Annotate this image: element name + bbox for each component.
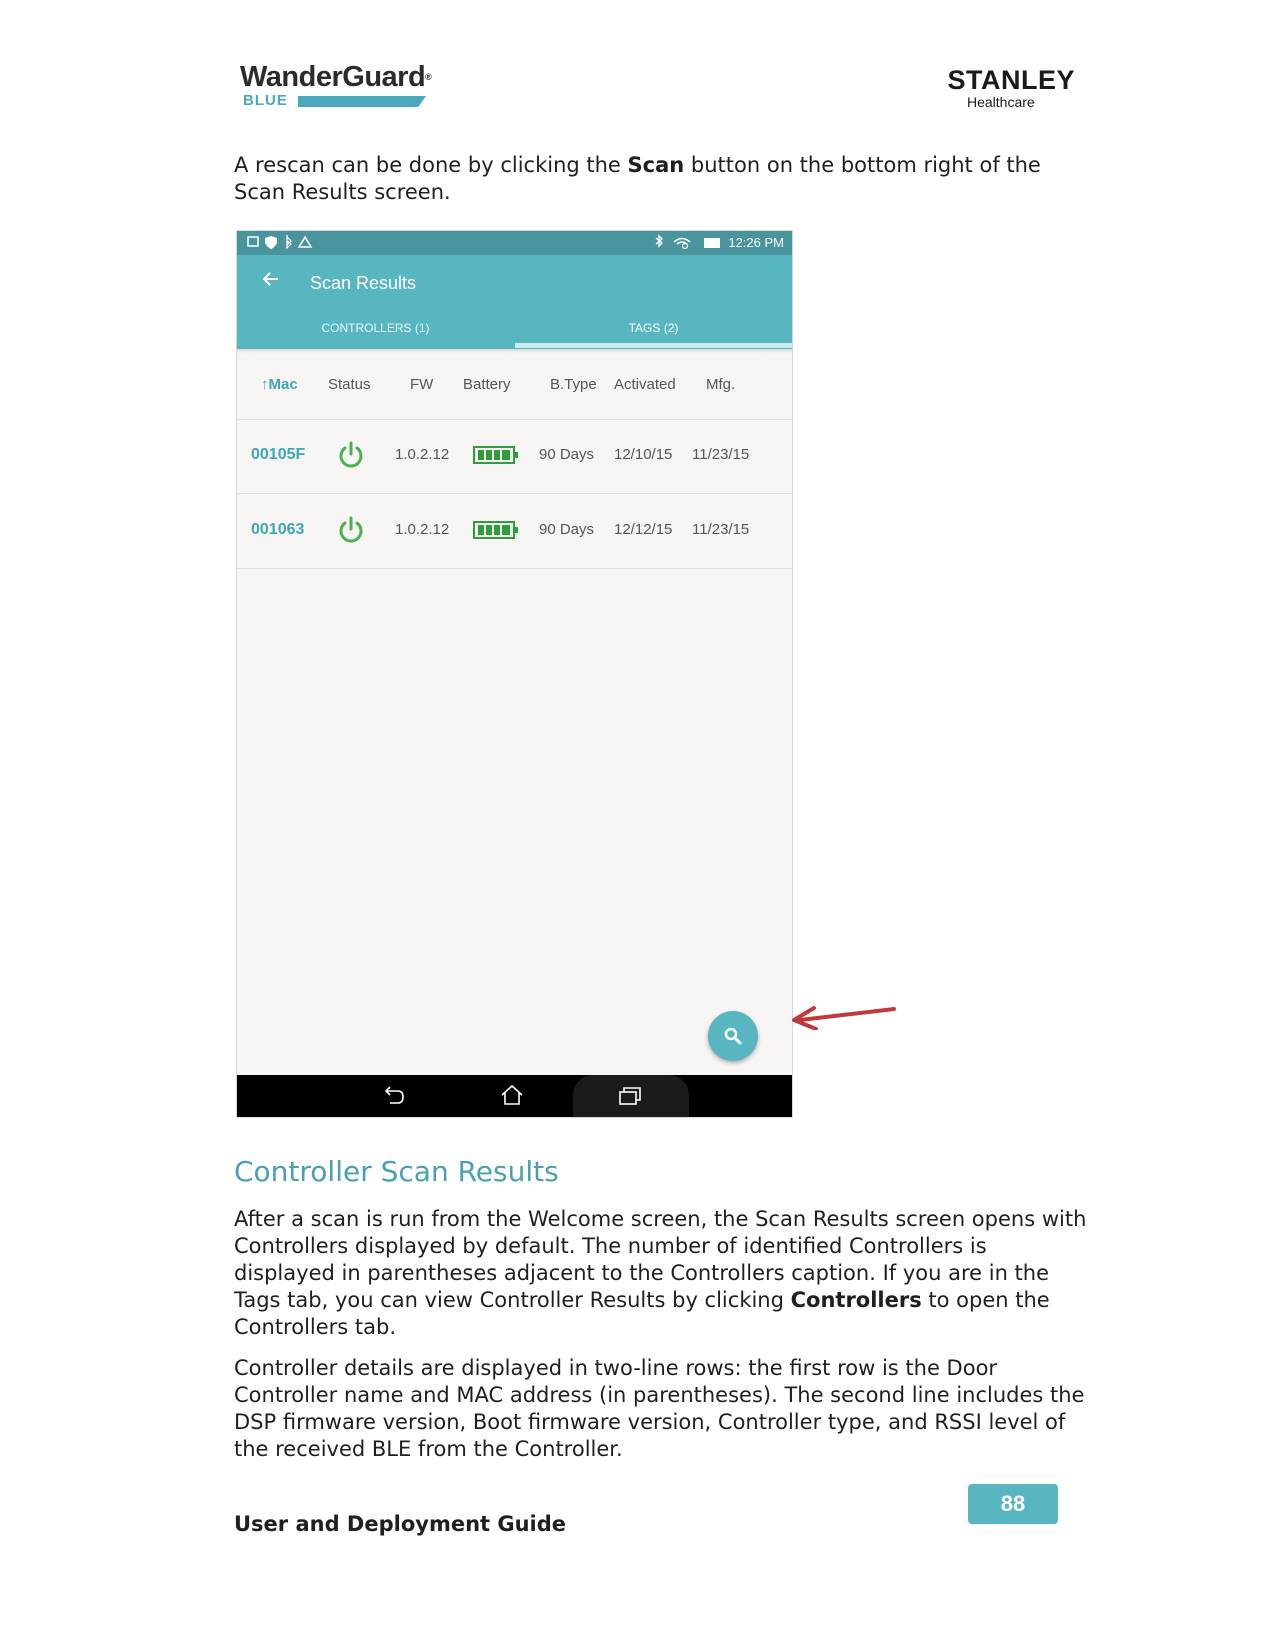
page-number-badge: 88 bbox=[968, 1484, 1058, 1524]
row-btype: 90 Days bbox=[539, 446, 595, 463]
system-icons bbox=[652, 234, 712, 254]
p1-text-1: After a scan is run from the Welcome screen, the Scan Results screen opens with Controllers displayed by default. The number of identified Controllers is displayed in parentheses adjacent to the Controllers caption. If you are in the Tags tab, you can view Controller Results by clicking bbox=[234, 1207, 1087, 1312]
stanley-logo-sub: Healthcare bbox=[967, 94, 1035, 110]
status-left-icons bbox=[247, 234, 317, 250]
section-paragraph-2: Controller details are displayed in two-line rows: the first row is the Door Controller name and MAC address (in parentheses). The second line includes the DSP firmware version, Boot firmware version, Controller type, and RSSI level of the received BLE from the Controller. bbox=[234, 1356, 1085, 1461]
intro-text-2: button on the bottom right of the Scan Results screen. bbox=[234, 153, 1041, 204]
battery-full-icon bbox=[473, 520, 519, 540]
table-row[interactable] bbox=[237, 419, 792, 494]
android-nav-bar bbox=[237, 1075, 792, 1117]
footer-guide-title: User and Deployment Guide bbox=[234, 1512, 567, 1536]
scan-button[interactable] bbox=[708, 1011, 758, 1061]
app-title: Scan Results bbox=[310, 273, 417, 293]
column-header-battery[interactable]: Battery bbox=[463, 376, 511, 393]
search-icon bbox=[708, 1011, 758, 1061]
column-header-btype[interactable]: B.Type bbox=[550, 376, 597, 393]
tab-tags[interactable]: TAGS (2) bbox=[628, 321, 679, 335]
row-btype: 90 Days bbox=[539, 521, 595, 538]
wanderguard-logo-sub: BLUE bbox=[243, 92, 288, 109]
battery-status-icon bbox=[704, 238, 720, 248]
column-header-activated[interactable]: Activated bbox=[614, 376, 676, 393]
column-header-status[interactable]: Status bbox=[328, 376, 371, 393]
tab-indicator bbox=[515, 343, 792, 348]
notification-icons bbox=[247, 234, 317, 254]
home-nav-icon[interactable] bbox=[499, 1083, 525, 1107]
stanley-logo bbox=[935, 66, 1075, 116]
status-bar bbox=[237, 231, 792, 255]
row-fw: 1.0.2.12 bbox=[395, 521, 450, 538]
back-nav-icon[interactable] bbox=[381, 1085, 407, 1107]
bluetooth-wifi-icons bbox=[652, 234, 712, 250]
row-mac: 001063 bbox=[251, 521, 305, 538]
section-title: Controller Scan Results bbox=[234, 1155, 559, 1188]
section-paragraph-1 bbox=[234, 1206, 1094, 1341]
p1-text-2: to open the Controllers tab. bbox=[234, 1288, 1050, 1339]
app-bar bbox=[237, 255, 792, 349]
registered-mark: ® bbox=[425, 72, 432, 82]
status-time: 12:26 PM bbox=[728, 235, 784, 250]
row-mac: 00105F bbox=[251, 446, 306, 463]
column-header-fw[interactable]: FW bbox=[410, 376, 434, 393]
stanley-logo-text: STANLEY bbox=[947, 65, 1075, 95]
row-activated: 12/10/15 bbox=[614, 446, 673, 463]
p1-bold-controllers: Controllers bbox=[790, 1288, 922, 1312]
phone-screenshot bbox=[236, 230, 793, 1118]
column-header-mfg[interactable]: Mfg. bbox=[706, 376, 736, 393]
battery-full-icon bbox=[473, 445, 519, 465]
power-icon bbox=[338, 441, 364, 469]
column-header-mac[interactable]: ↑Mac bbox=[261, 376, 298, 393]
intro-paragraph bbox=[234, 152, 1094, 206]
tab-controllers[interactable]: CONTROLLERS (1) bbox=[321, 321, 430, 335]
logo-stripe bbox=[298, 96, 426, 107]
row-mfg: 11/23/15 bbox=[692, 521, 750, 538]
back-arrow-icon[interactable] bbox=[261, 269, 281, 295]
recent-apps-icon[interactable] bbox=[617, 1085, 643, 1107]
intro-bold-scan: Scan bbox=[627, 153, 685, 177]
table-row[interactable] bbox=[237, 494, 792, 569]
row-mfg: 11/23/15 bbox=[692, 446, 750, 463]
wanderguard-logo-text: WanderGuard bbox=[240, 61, 426, 93]
row-fw: 1.0.2.12 bbox=[395, 446, 450, 463]
wanderguard-logo bbox=[240, 62, 440, 118]
power-icon bbox=[338, 516, 364, 544]
row-activated: 12/12/15 bbox=[614, 521, 673, 538]
table-header bbox=[237, 353, 792, 420]
annotation-arrow-icon bbox=[788, 1000, 898, 1030]
intro-text-1: A rescan can be done by clicking the bbox=[234, 153, 628, 177]
